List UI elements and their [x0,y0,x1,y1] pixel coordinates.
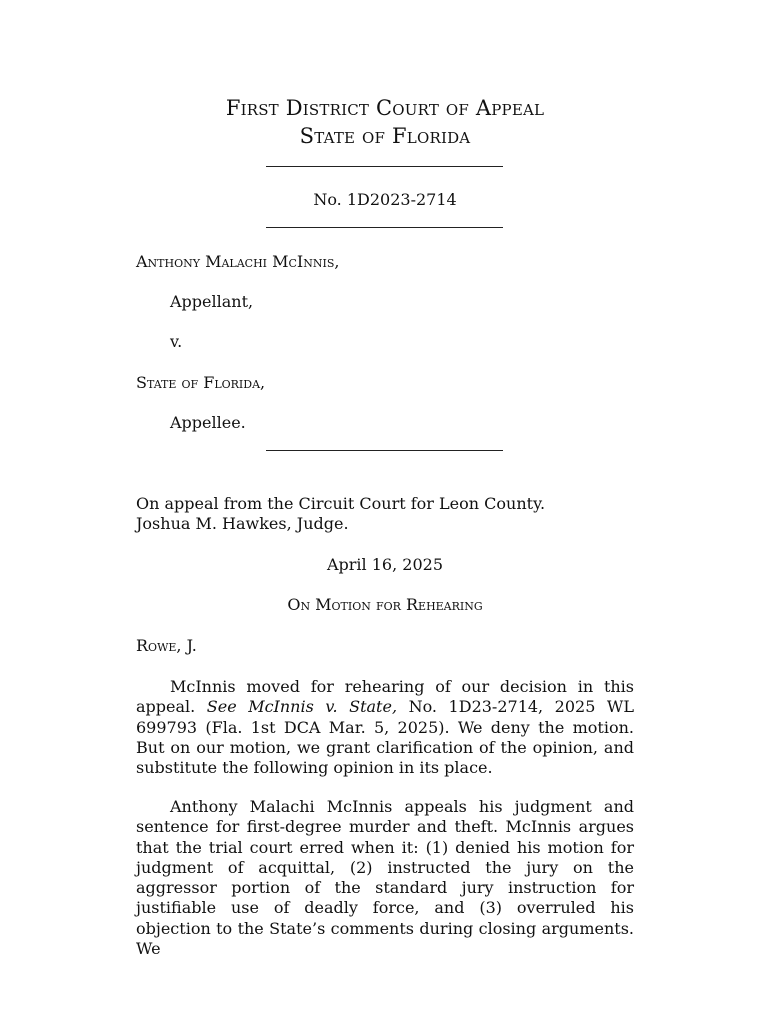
origin-court: On appeal from the Circuit Court for Leon County. [136,494,546,513]
appellant-role: Appellant, [170,292,254,311]
paragraph-2-text: Anthony Malachi McInnis appeals his judgment and sentence for first-degree murder and theft. McInnis argues that the trial court erred when it: (1) denied his motion for judgment of acquittal, (2) instructed the jury on the aggressor portion of the standard jury instruction for justifiable use of deadly force, and (3) overruled his objection to the State’s comments during closing arguments. We [136,797,634,959]
appellee-role: Appellee. [170,413,246,432]
divider-rule [266,450,503,451]
opinion-paragraph-1 [136,677,634,778]
citation-italic: See McInnis v. State, [206,697,398,717]
paragraph-1-rest: No. 1D23-2714, 2025 WL 699793 (Fla. 1st DCA Mar. 5, 2025). We deny the motion. But on our motion, we grant clarification of the opinion, and substitute the following opinion in its place. [136,697,634,778]
versus-label: v. [170,332,183,351]
divider-rule [266,227,503,228]
case-number: No. 1D2023-2714 [313,190,457,209]
origin-judge: Joshua M. Hawkes, Judge. [136,514,349,533]
decision-date: April 16, 2025 [326,555,443,574]
opinion-paragraph-2 [136,797,634,959]
appellant-name: Anthony Malachi McInnis, [136,252,340,271]
opinion-author: Rowe, J. [136,636,197,655]
court-state-text: State of Florida [299,124,471,148]
court-name [0,96,770,120]
paragraph-1-start: McInnis moved for rehearing of our decision in this appeal. [136,677,634,717]
divider-rule [266,166,503,167]
court-name-text: First District Court of Appeal [225,96,545,120]
motion-heading: On Motion for Rehearing [287,595,483,614]
court-state [0,124,770,148]
appellee-name: State of Florida, [136,373,266,392]
